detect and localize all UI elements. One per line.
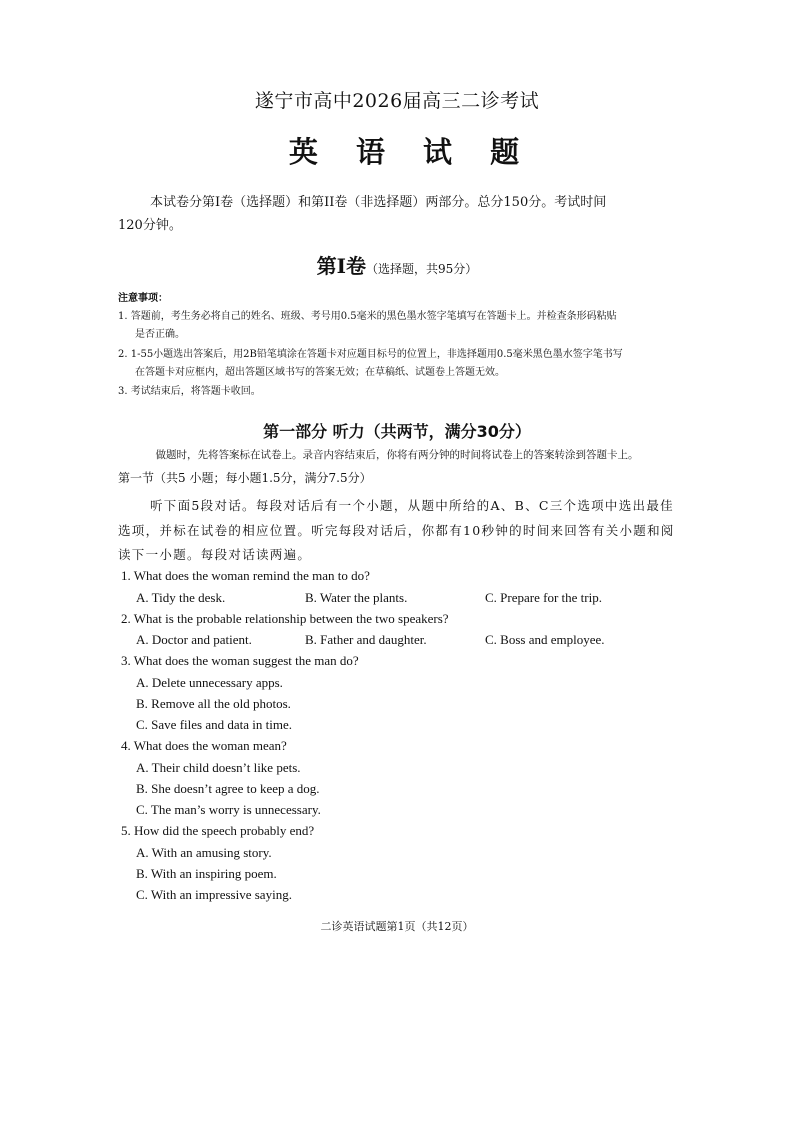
question-1-option-c: C. Prepare for the trip. xyxy=(485,590,602,605)
question-5-option-b: B. With an inspiring poem. xyxy=(136,866,277,881)
question-1-stem: 1. What does the woman remind the man to do? xyxy=(121,568,370,583)
question-5-stem: 5. How did the speech probably end? xyxy=(121,823,315,838)
part1-title: 第Ⅰ卷 xyxy=(316,254,367,278)
intro-line-1: 本试卷分第Ⅰ卷（选择题）和第II卷（非选择题）两部分。总分150分。考试时间 xyxy=(150,195,607,210)
subject-title: 英 语 试 题 xyxy=(288,135,534,169)
directions-line: 选项，并标在试卷的相应位置。听完每段对话后，你都有10秒钟的时间来回答有关小题和阅 xyxy=(118,523,675,538)
question-4-stem: 4. What does the woman mean? xyxy=(121,738,287,753)
question-3-option-a: A. Delete unnecessary apps. xyxy=(136,675,283,690)
listening-title: 第一部分 听力（共两节，满分30分） xyxy=(263,422,531,441)
question-4-option-a: A. Their child doesn’t like pets. xyxy=(136,760,301,775)
listening-instruction: 做题时，先将答案标在试卷上。录音内容结束后，你将有两分钟的时间将试卷上的答案转涂到答题卡上。 xyxy=(155,449,639,461)
question-3-option-b: B. Remove all the old photos. xyxy=(136,696,291,711)
note-line: 在答题卡对应框内，超出答题区域书写的答案无效；在草稿纸、试题卷上答题无效。 xyxy=(135,367,505,378)
notes-heading: 注意事项： xyxy=(118,293,168,304)
directions-line: 读下一小题。每段对话读两遍。 xyxy=(118,547,312,562)
note-line: 3. 考试结束后，将答题卡收回。 xyxy=(118,386,261,397)
question-2-option-a: A. Doctor and patient. xyxy=(136,632,252,647)
question-1-option-b: B. Water the plants. xyxy=(305,590,408,605)
intro-line-2: 120分钟。 xyxy=(118,218,182,233)
note-line: 是否正确。 xyxy=(135,329,185,340)
note-line: 2. 1-55小题选出答案后，用2B铅笔填涂在答题卡对应题目标号的位置上，非选择题用0.5毫米黑色墨水签字笔书写 xyxy=(118,349,623,360)
question-4-option-c: C. The man’s worry is unnecessary. xyxy=(136,802,321,817)
question-4-option-b: B. She doesn’t agree to keep a dog. xyxy=(136,781,320,796)
page-footer: 二诊英语试题第1页（共12页） xyxy=(320,920,474,933)
question-3-option-c: C. Save files and data in time. xyxy=(136,717,292,732)
question-5-option-c: C. With an impressive saying. xyxy=(136,887,292,902)
section1-title: 第一节（共5 小题；每小题1.5分，满分7.5分） xyxy=(118,471,372,485)
question-5-option-a: A. With an amusing story. xyxy=(136,845,272,860)
part1-heading xyxy=(0,250,794,279)
note-line: 1. 答题前，考生务必将自己的姓名、班级、考号用0.5毫米的黑色墨水签字笔填写在答题卡上。并检查条形码粘贴 xyxy=(118,311,617,322)
directions-line: 听下面5段对话。每段对话后有一个小题，从题中所给的A、B、C三个选项中选出最佳 xyxy=(150,498,674,513)
question-2-stem: 2. What is the probable relationship between the two speakers? xyxy=(121,611,449,626)
question-2-option-b: B. Father and daughter. xyxy=(305,632,427,647)
question-3-stem: 3. What does the woman suggest the man do? xyxy=(121,653,359,668)
question-1-option-a: A. Tidy the desk. xyxy=(136,590,226,605)
exam-title: 遂宁市高中2026届高三二诊考试 xyxy=(254,90,540,112)
question-2-option-c: C. Boss and employee. xyxy=(485,632,605,647)
part1-subtitle: （选择题，共95分） xyxy=(366,262,478,276)
